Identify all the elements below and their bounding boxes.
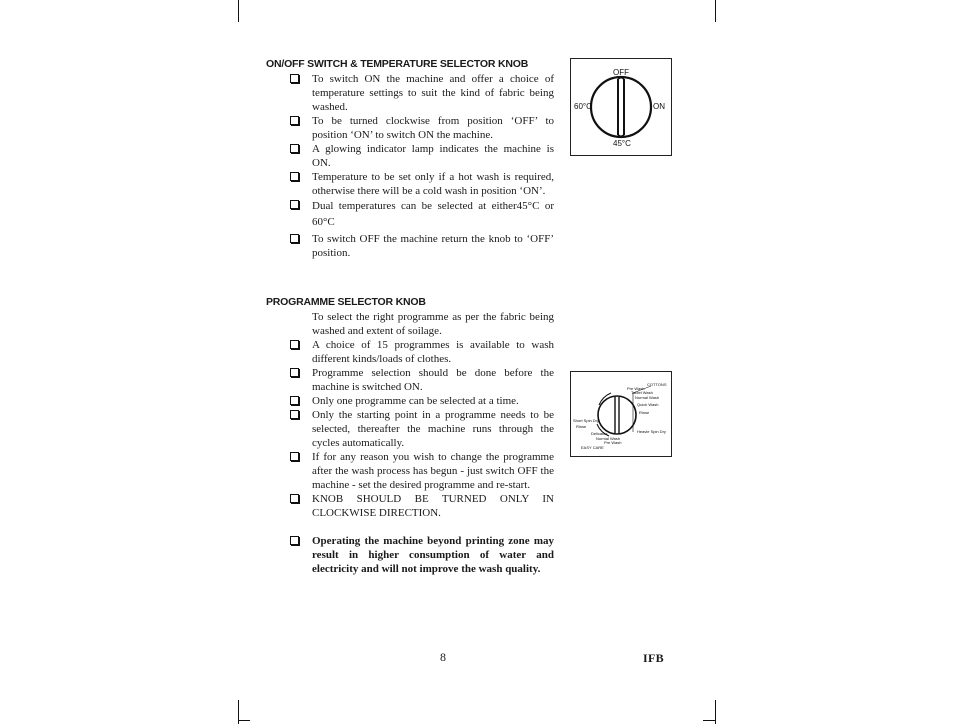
prog-quickwash-label: Quick Wash [637,402,659,407]
list-item: A glowing indicator lamp indicates the machine is ON. [288,142,554,170]
list-item: To be turned clockwise from position ‘OFF’ to position ‘ON’ to switch ON the machine. [288,114,554,142]
prog-delicates-label: Delicates [591,431,608,436]
checkbox-bullet-icon [290,452,299,461]
prog-heavyspin-label: Heavie Spin Dry [637,429,666,434]
checkbox-bullet-icon [290,494,299,503]
crop-mark [715,700,716,724]
checkbox-bullet-icon [290,536,299,545]
onoff-bullet-list [288,72,554,260]
programme-bullet-list [288,338,554,576]
list-item: Dual temperatures can be selected at either45°C or 60°C [288,198,554,230]
list-item: Programme selection should be done before the machine is switched ON. [288,366,554,394]
crop-mark [238,0,239,22]
checkbox-bullet-icon [290,172,299,181]
list-item: Only one programme can be selected at a time. [288,394,554,408]
list-item: Only the starting point in a programme needs to be selected, thereafter the machine runs through the cycles automatically. [288,408,554,450]
prog-easycare-label: EASY CARE [581,445,604,450]
list-item: To switch OFF the machine return the knob to ‘OFF’ position. [288,232,554,260]
prog-tabletwash-label: Tablet Wash [631,390,653,395]
section-title-programme: PROGRAMME SELECTOR KNOB [266,296,426,308]
crop-mark [715,0,716,22]
list-item: Temperature to be set only if a hot wash is required, otherwise there will be a cold wash in position ‘ON’. [288,170,554,198]
prog-prewash-label: Pre Wash [627,386,645,391]
list-item: KNOB SHOULD BE TURNED ONLY IN CLOCKWISE DIRECTION. [288,492,554,520]
knob-on-label: ON [653,102,665,111]
prog-rinse-right-label: Rinse [639,410,650,415]
prog-rinse-left-label: Rinse [576,424,587,429]
programme-intro-text: To select the right programme as per the fabric being washed and extent of soilage. [312,311,554,337]
prog-shortspin-label: Short Spin Dry [573,418,600,423]
prog-prewash2-label: Pre Wash [604,440,622,445]
list-item: A choice of 15 programmes is available to wash different kinds/loads of clothes. [288,338,554,366]
crop-mark [238,720,250,721]
prog-normalwash2-label: Normal Wash [596,436,621,441]
checkbox-bullet-icon [290,116,299,125]
brand-logo: IFB [643,651,664,665]
programme-knob-figure [570,371,672,457]
page-number: 8 [440,650,446,664]
prog-normalwash-label: Normal Wash [635,395,660,400]
checkbox-bullet-icon [290,74,299,83]
knob-off-label: OFF [613,68,629,77]
crop-mark [703,720,715,721]
temperature-knob-icon [571,59,671,155]
list-item: If for any reason you wish to change the programme after the wash process has begun - just switch OFF the machine - set the desired programme and re-start. [288,450,554,492]
knob-60c-label: 60°C [574,102,592,111]
checkbox-bullet-icon [290,410,299,419]
temperature-knob-figure [570,58,672,156]
list-item: To switch ON the machine and offer a choice of temperature settings to suit the kind of fabric being washed. [288,72,554,114]
programme-knob-icon [571,372,671,456]
warning-note: Operating the machine beyond printing zone may result in higher consumption of water and electricity and will not improve the wash quality. [288,534,554,576]
checkbox-bullet-icon [290,396,299,405]
checkbox-bullet-icon [290,200,299,209]
checkbox-bullet-icon [290,234,299,243]
checkbox-bullet-icon [290,340,299,349]
checkbox-bullet-icon [290,144,299,153]
prog-cottons-label: COTTONS [647,382,667,387]
checkbox-bullet-icon [290,368,299,377]
knob-45c-label: 45°C [613,139,631,148]
section-title-onoff: ON/OFF SWITCH & TEMPERATURE SELECTOR KNOB [266,58,529,70]
